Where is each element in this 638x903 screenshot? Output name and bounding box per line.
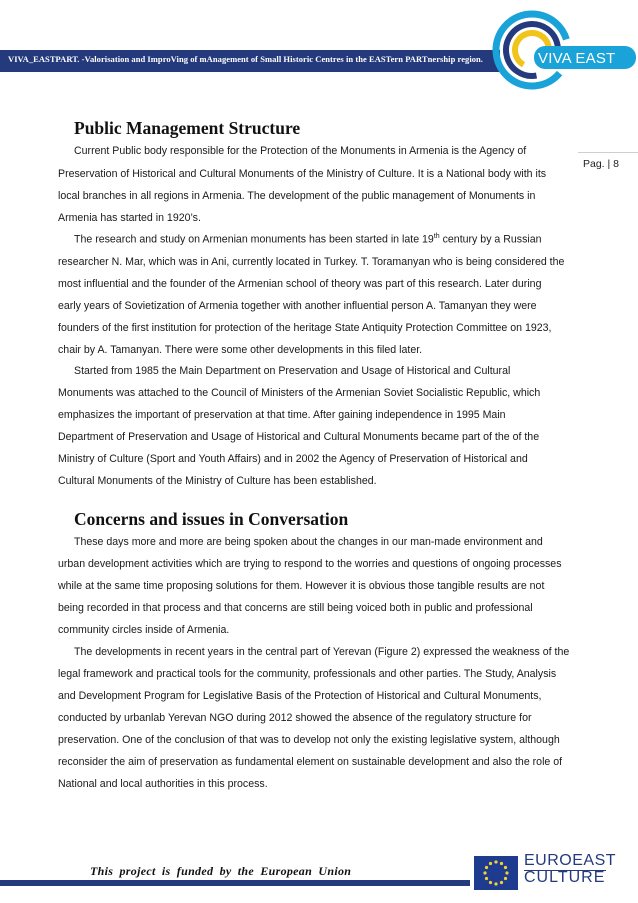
paragraph-line: local branches in all regions in Armenia. The development of the public management of Monuments in — [58, 190, 536, 202]
paragraph-line: Armenia has started in 1920’s. — [58, 212, 201, 224]
paragraph-line: preservation. One of the conclusion of that was to develop not only the existing legislative system, although — [58, 734, 560, 746]
paragraph-line: while at the same time proposing solutions for them. However it is obvious those tangible results are not — [58, 580, 545, 592]
paragraph-line: most influential and the founder of the Armenian school of theory was part of this research. Later during — [58, 278, 542, 290]
paragraph-line: researcher N. Mar, which was in Ani, currently located in Turkey. T. Toramanyan who is being considered the — [58, 256, 565, 268]
header-banner — [0, 50, 500, 72]
paragraph-line: and Development Program for Legislative Basis of the Protection of Historical and Cultural Monuments, — [58, 690, 542, 702]
paragraph-line: urban development activities which are trying to respond to the worries and questions of ongoing processes — [58, 558, 562, 570]
eu-flag-icon — [474, 856, 518, 890]
banner-text: VIVA_EASTPART. -Valorisation and ImproVing of mAnagement of Small Historic Centres in the EASTern PARTnership region. — [8, 54, 483, 64]
funded-by-eu-text: This project is funded by the European Union — [90, 864, 352, 878]
culture-text: CULTURE — [524, 869, 606, 886]
paragraph-line: founders of the first institution for protection of the heritage State Antiquity Protection Committee on 1923, — [58, 322, 552, 334]
logo-text: VIVA EAST — [538, 50, 616, 67]
section-heading-concerns: Concerns and issues in Conversation — [74, 509, 349, 529]
paragraph-line: Cultural Monuments of the Ministry of Culture has been established. — [58, 475, 377, 487]
paragraph-line: Current Public body responsible for the Protection of the Monuments in Armenia is the Agency of — [74, 145, 527, 157]
paragraph-line: Ministry of Culture (Sport and Youth Affairs) and in 2002 the Agency of Preservation of Historical and — [58, 453, 528, 465]
paragraph-line: National and local authorities in this process. — [58, 778, 268, 790]
line-text: century by a Russian — [439, 233, 542, 246]
superscript: th — [433, 233, 440, 240]
paragraph-line: being recorded in that process and that concerns are still being voiced both in public and professional — [58, 602, 533, 614]
paragraph-line: Preservation of Historical and Cultural Monuments of the Ministry of Culture. It is a National body with its — [58, 168, 547, 180]
paragraph-line: Monuments was attached to the Council of Ministers of the Armenian Soviet Socialistic Republic, which — [58, 387, 541, 399]
page-number-rule — [578, 152, 638, 153]
footer-bar — [0, 880, 470, 886]
line-text: The research and study on Armenian monuments has been started in late 19 — [74, 233, 434, 246]
paragraph-line: legal framework and practical tools for the community, professionals and other parties. The Study, Analysis — [58, 668, 557, 680]
paragraph-line: reconsider the aim of preservation as fundamental element on sustainable development and also the role of — [58, 756, 563, 768]
paragraph-line: community circles inside of Armenia. — [58, 624, 230, 636]
paragraph-line: Started from 1985 the Main Department on Preservation and Usage of Historical and Cultural — [74, 365, 511, 377]
page-number: Pag. | 8 — [583, 158, 620, 170]
paragraph-line: chair by A. Tamanyan. There were some other developments in this filed later. — [58, 344, 423, 356]
paragraph-line: conducted by urbanlab Yerevan NGO during 2012 showed the absence of the regulatory structure for — [58, 712, 532, 724]
paragraph-line: These days more and more are being spoken about the changes in our man-made environment and — [74, 536, 543, 548]
euroeast-text: EUROEAST — [524, 852, 617, 869]
viva-east-logo — [478, 8, 636, 90]
paragraph-line: The developments in recent years in the central part of Yerevan (Figure 2) expressed the weakness of the — [74, 646, 570, 658]
paragraph-line: early years of Sovietization of Armenia together with another influential person A. Tamanyan they were — [58, 300, 537, 312]
paragraph-line: emphasizes the important of preservation at that time. After gaining independence in 1995 Main — [58, 409, 506, 421]
paragraph-line: Department of Preservation and Usage of Historical and Cultural Monuments became part of the of the — [58, 431, 540, 443]
paragraph-line — [74, 233, 542, 246]
section-heading-public-management: Public Management Structure — [74, 118, 301, 138]
